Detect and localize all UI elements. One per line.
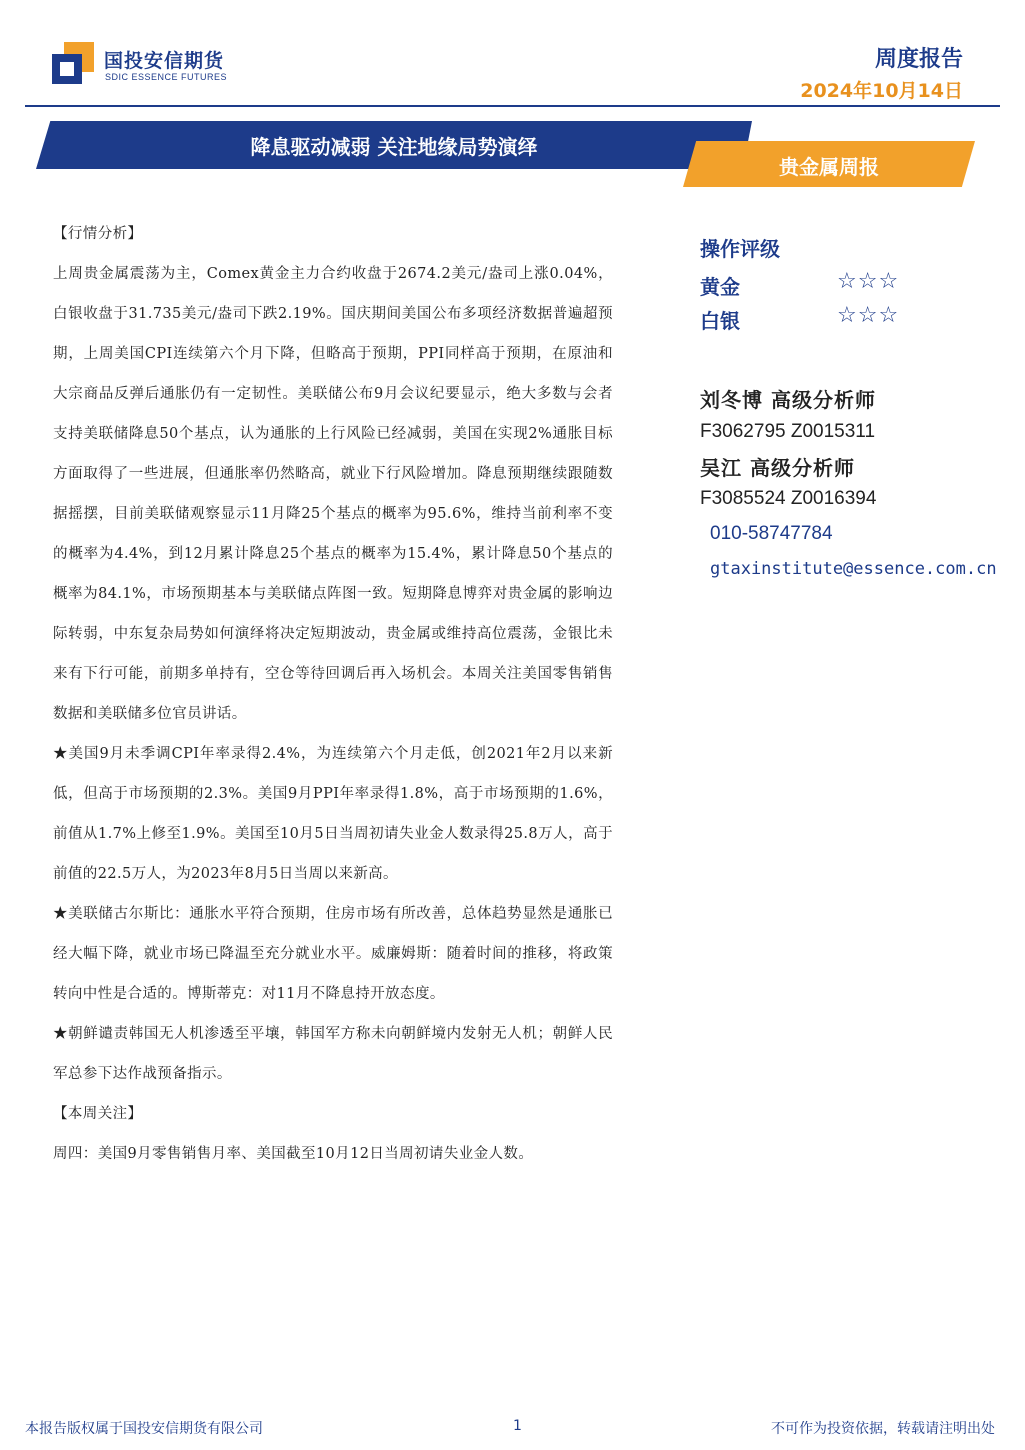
analyst-name: 吴江 高级分析师 <box>700 456 855 480</box>
bullet-us-data: ★美国9月未季调CPI年率录得2.4%，为连续第六个月走低，创2021年2月以来新低，但高于市场预期的2.3%。美国9月PPI年率录得1.8%，高于市场预期的1.6%，前值从1.7%上修至1.9%。美国至10月5日当周初请失业金人数录得25.8万人，高于前值的22.5万人，为2023年8月5日当周以来新高。 <box>53 746 613 882</box>
star-rating-icon: ☆☆☆ <box>837 303 900 328</box>
logo-text-en: SDIC ESSENCE FUTURES <box>105 72 228 82</box>
logo-text-cn: 国投安信期货 <box>104 50 225 72</box>
rating-row-gold <box>700 271 910 301</box>
section-heading-analysis: 【行情分析】 <box>53 226 143 242</box>
analyst-name: 刘冬博 高级分析师 <box>700 388 876 412</box>
rating-name: 白银 <box>700 309 740 333</box>
bullet-fed-speakers: ★美联储古尔斯比：通胀水平符合预期，住房市场有所改善，总体趋势显然是通胀已经大幅下降，就业市场已降温至充分就业水平。威廉姆斯：随着时间的推移，将政策转向中性是合适的。博斯蒂克：对11月不降息持开放态度。 <box>53 906 613 1002</box>
report-date: 2024年10月14日 <box>800 80 963 102</box>
star-rating-icon: ☆☆☆ <box>837 269 900 294</box>
contact-phone: 010-58747784 <box>710 523 833 544</box>
rating-name: 黄金 <box>700 275 740 299</box>
analyst-license: F3062795 Z0015311 <box>700 421 876 442</box>
footer-disclaimer: 不可作为投资依据，转载请注明出处 <box>771 1421 995 1437</box>
company-logo <box>52 40 242 90</box>
page-number: 1 <box>513 1418 522 1434</box>
footer-copyright: 本报告版权属于国投安信期货有限公司 <box>25 1421 263 1437</box>
report-title: 降息驱动减弱 关注地缘局势演绎 <box>250 135 538 159</box>
main-content <box>53 214 613 1174</box>
analyst-license: F3085524 Z0016394 <box>700 488 877 509</box>
logo-mark-icon <box>52 42 94 84</box>
rating-heading: 操作评级 <box>700 237 780 261</box>
market-analysis-paragraph: 上周贵金属震荡为主，Comex黄金主力合约收盘于2674.2美元/盎司上涨0.04%，白银收盘于31.735美元/盎司下跌2.19%。国庆期间美国公布多项经济数据普遍超预期，上周美国CPI连续第六个月下降，但略高于预期，PPI同样高于预期，在原油和大宗商品反弹后通胀仍有一定韧性。美联储公布9月会议纪要显示，绝大多数与会者支持美联储降息50个基点，认为通胀的上行风险已经减弱，美国在实现2%通胀目标方面取得了一些进展，但通胀率仍然略高，就业下行风险增加。降息预期继续跟随数据摇摆，目前美联储观察显示11月降25个基点的概率为95.6%，维持当前利率不变的概率为4.4%，到12月累计降息25个基点的概率为15.4%，累计降息50个基点的概率为84.1%，市场预期基本与美联储点阵图一致。短期降息博弈对贵金属的影响边际转弱，中东复杂局势如何演绎将决定短期波动，贵金属或维持高位震荡，金银比未来有下行可能，前期多单持有，空仓等待回调后再入场机会。本周关注美国零售销售数据和美联储多位官员讲话。 <box>53 266 613 722</box>
report-type: 周度报告 <box>874 47 963 72</box>
contact-email-link[interactable]: gtaxinstitute@essence.com.cn <box>710 559 997 579</box>
bullet-geopolitics: ★朝鲜谴责韩国无人机渗透至平壤，韩国军方称未向朝鲜境内发射无人机；朝鲜人民军总参下达作战预备指示。 <box>53 1026 613 1082</box>
header-divider <box>25 105 1000 107</box>
report-category: 贵金属周报 <box>779 155 879 179</box>
weekly-watch-paragraph: 周四：美国9月零售销售月率、美国截至10月12日当周初请失业金人数。 <box>53 1146 534 1162</box>
rating-row-silver <box>700 305 910 335</box>
section-heading-watch: 【本周关注】 <box>53 1106 143 1122</box>
